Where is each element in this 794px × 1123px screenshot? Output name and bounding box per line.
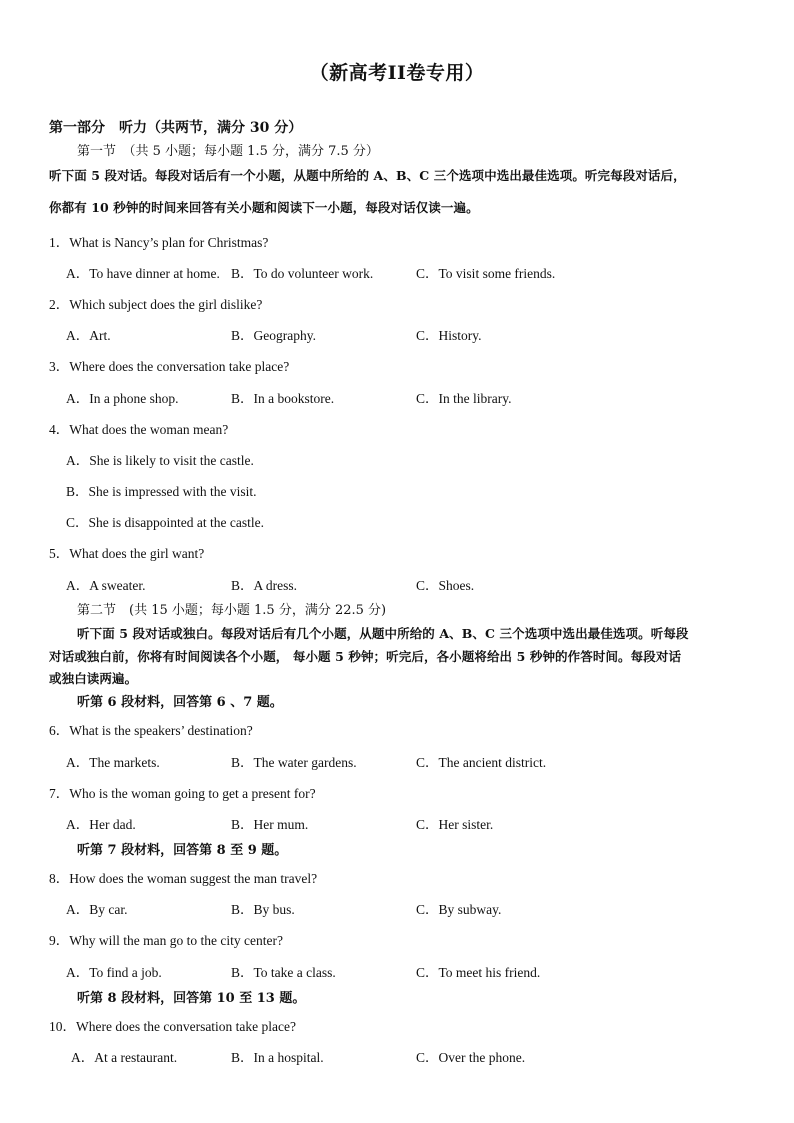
q3-option-b: B．In a bookstore.	[231, 391, 335, 406]
material-6-note: 听第 6 段材料，回答第 6 、7 题。	[77, 695, 283, 710]
q8-option-a: A．By car.	[66, 902, 128, 917]
q6-option-c: C．The ancient district.	[416, 755, 547, 770]
question-2: 2．Which subject does the girl dislike?	[49, 297, 263, 312]
q8-option-b: B．By bus.	[231, 902, 295, 917]
q5-option-a: A．A sweater.	[66, 578, 146, 593]
question-9: 9．Why will the man go to the city center?	[49, 933, 283, 948]
section1-instruction-line1: 听下面 5 段对话。每段对话后有一个小题，从题中所给的 A、B、C 三个选项中选出最佳选项。听完每段对话后，	[49, 168, 686, 183]
question-1: 1．What is Nancy’s plan for Christmas?	[49, 235, 269, 250]
q7-option-b: B．Her mum.	[231, 817, 309, 832]
q3-option-c: C．In the library.	[416, 391, 512, 406]
q6-option-b: B．The water gardens.	[231, 755, 357, 770]
q2-option-a: A．Art.	[66, 328, 111, 343]
material-7-note: 听第 7 段材料，回答第 8 至 9 题。	[77, 843, 288, 858]
q2-option-b: B．Geography.	[231, 328, 316, 343]
section1-heading: 第一节 （共 5 小题；每小题 1.5 分，满分 7.5 分）	[77, 144, 379, 159]
q10-option-a: A．At a restaurant.	[71, 1050, 178, 1065]
q4-option-c: C．She is disappointed at the castle.	[66, 515, 264, 530]
q8-option-c: C．By subway.	[416, 902, 502, 917]
q10-option-c: C．Over the phone.	[416, 1050, 526, 1065]
section2-instruction-line3: 或独白读两遍。	[49, 671, 138, 686]
section1-instruction-line2: 你都有 10 秒钟的时间来回答有关小题和阅读下一小题，每段对话仅读一遍。	[49, 200, 479, 215]
q3-option-a: A．In a phone shop.	[66, 391, 179, 406]
q7-option-a: A．Her dad.	[66, 817, 136, 832]
question-6: 6．What is the speakers’ destination?	[49, 723, 253, 738]
q9-option-c: C．To meet his friend.	[416, 965, 541, 980]
question-3: 3．Where does the conversation take place?	[49, 359, 290, 374]
q2-option-c: C．History.	[416, 328, 482, 343]
part-heading: 第一部分 听力（共两节，满分 30 分）	[49, 120, 303, 136]
q6-option-a: A．The markets.	[66, 755, 160, 770]
question-5: 5．What does the girl want?	[49, 546, 205, 561]
q7-option-c: C．Her sister.	[416, 817, 494, 832]
material-8-note: 听第 8 段材料，回答第 10 至 13 题。	[77, 991, 306, 1006]
q1-option-c: C．To visit some friends.	[416, 266, 556, 281]
q5-option-c: C．Shoes.	[416, 578, 475, 593]
q5-option-b: B．A dress.	[231, 578, 298, 593]
question-8: 8．How does the woman suggest the man travel?	[49, 871, 318, 886]
question-4: 4．What does the woman mean?	[49, 422, 229, 437]
section2-heading: 第二节 (共 15 小题；每小题 1.5 分，满分 22.5 分)	[77, 603, 387, 618]
q1-option-b: B．To do volunteer work.	[231, 266, 374, 281]
section2-instruction-line2: 对话或独白前，你将有时间阅读各个小题， 每小题 5 秒钟；听完后，各小题将给出 5 秒钟的作答时间。每段对话	[49, 649, 682, 664]
q1-option-a: A．To have dinner at home.	[66, 266, 220, 281]
page-title: （新高考II卷专用）	[309, 62, 485, 84]
section2-instruction-line1: 听下面 5 段对话或独白。每段对话后有几个小题，从题中所给的 A、B、C 三个选项中选出最佳选项。听每段	[77, 626, 689, 641]
question-7: 7．Who is the woman going to get a present for?	[49, 786, 316, 801]
q9-option-b: B．To take a class.	[231, 965, 336, 980]
q4-option-b: B．She is impressed with the visit.	[66, 484, 257, 499]
q10-option-b: B．In a hospital.	[231, 1050, 324, 1065]
q9-option-a: A．To find a job.	[66, 965, 162, 980]
question-10: 10．Where does the conversation take place?	[49, 1019, 297, 1034]
q4-option-a: A．She is likely to visit the castle.	[66, 453, 254, 468]
